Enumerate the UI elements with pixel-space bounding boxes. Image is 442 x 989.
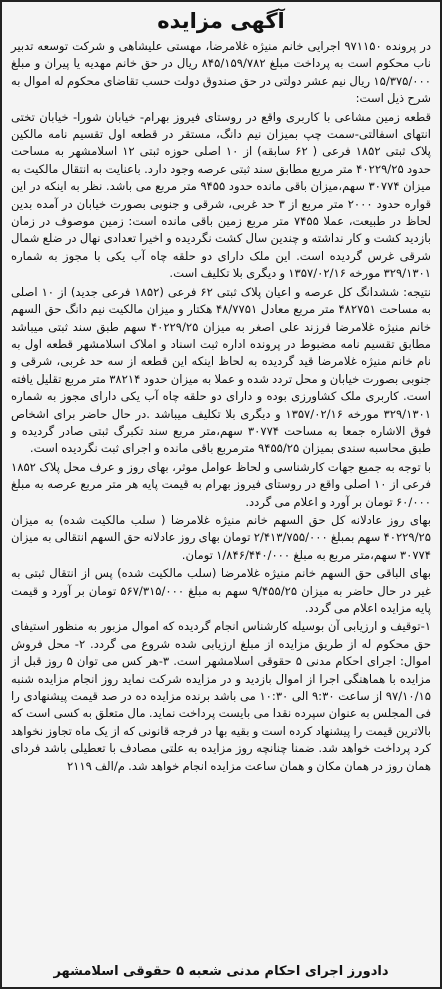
notice-paragraph-result: نتیجه: ششدانگ کل عرصه و اعیان پلاک ثبتی ۶۲ فرعی (۱۸۵۲ فرعی جدید) از ۱۰ اصلی به مساحت ۴۸۲۷۵۱ متر مربع معادل ۴۸/۷۷۵۱ هکتار و میزان مالکیت نیم دانگ حق السهم خانم منیژه غلامرضا فرزند علی اصغر به میزان ۴۰۲۲۹/۲۵ سهم طبق سند ثبتی میباشد مطابق تقسیم نامه مضبوط در پرونده اداره ثبت اسناد و املاک اسلامشهر قطعه اول به نام خانم منیژه غلامرضا قید گردیده به لحاظ اینکه این قطعه از سه حد غربی، شرقی و جنوبی بصورت خیابان و محل تردد شده و عملا به میزان حدود ۳۸۲۱۴ متر مربع تقلیل یافته است. کاربری ملک کشاورزی بوده و دارای دو حلقه چاه آب یکی دارای مجوز به شماره ۳۲۹/۱۳۰۱ مورخه ۱۳۵۷/۰۲/۱۶ و دیگری بلا تکلیف میباشد .در حال حاضر برای اشخاص فوق الاشاره جمعا به مساحت ۳۰۷۷۴ سهم،متر مربع سند تکبرگ ثبتی صادر گردیده و طبق محاسبه سندی بمیزان ۹۴۵۵/۲۵ مترمربع باقی مانده و اجرای ثبت نگردیده است. bbox=[11, 284, 431, 456]
notice-paragraph-fair-price: بهای روز عادلانه کل حق السهم خانم منیژه غلامرضا ( سلب مالکیت شده) به میزان ۴۰۲۲۹/۲۵ سهم بمبلغ ۲/۴۱۳/۷۵۵/۰۰۰ تومان بهای روز عادلانه حق السهم انتقالی به میزان ۳۰۷۷۴ سهم،متر مربع به مبلغ ۱/۸۴۶/۴۴۰/۰۰۰ تومان. bbox=[11, 512, 431, 562]
notice-paragraph-remainder: بهای الباقی حق السهم خانم منیژه غلامرضا (سلب مالکیت شده) پس از انتقال ثبتی به غیر در حال حاضر به میزان ۹/۴۵۵/۲۵ سهم به مبلغ ۵۶۷/۳۱۵/۰۰۰ تومان بر آورد و قیمت پایه مزایده اعلام می گردد. bbox=[11, 566, 431, 615]
notice-title: آگهی مزایده bbox=[157, 9, 285, 33]
notice-paragraph-terms: ۱-توقیف و ارزیابی آن بوسیله کارشناس انجام گردیده که اموال مزبور به منظور استیفای حق محکوم له از طریق مزایده از مبلغ ارزیابی شده شروع می گردد. ۲- محل فروش اموال: اجرای احکام مدنی ۵ حقوقی اسلامشهر است. ۳-هر کس می توان ۵ روز قبل از مزایده با هماهنگی اجرا از اموال بازدید و در مزایده شرکت نماید روز انجام مزایده شنبه ۹۷/۱۰/۱۵ از ساعت ۹:۳۰ الی ۱۰:۳۰ می باشد برنده مزایده ده در صد قیمت پیشنهادی را فی المجلس به عنوان سپرده نقدا می بایست پرداخت نماید. مال متعلق به کسی است که بالاترین قیمت را پیشنهاد کرده است و بقیه بها در فرجه قانونی که از یک ماه تجاوز نخواهد کرد پرداخت خواهد شد. ضمنا چنانچه روز مزایده به علتی مصادف با تعطیلی باشد فردای همان روز در همان مکان و همان ساعت مزایده انجام خواهد شد. م/الف ۲۱۱۹ bbox=[11, 619, 431, 773]
notice-signature: دادورز اجرای احکام مدنی شعبه ۵ حقوقی اسلامشهر bbox=[53, 964, 389, 979]
notice-paragraph-valuation: با توجه به جمیع جهات کارشناسی و لحاظ عوامل موثر، بهای روز و عرف محل پلاک ۱۸۵۲ فرعی از ۱۰ اصلی واقع در روستای فیروز بهرام به قیمت پایه هر متر مربع عرصه به مبلغ ۶۰/۰۰۰ تومان بر آورد و اعلام می گردد. bbox=[11, 459, 431, 509]
notice-paragraph-intro: در پرونده ۹۷۱۱۵۰ اجرایی خانم منیژه غلامرضا، مهستی علیشاهی و شرکت توسعه تدبیر ناب محکوم است به پرداخت مبلغ ۸۴۵/۱۵۹/۷۸۲ ریال در حق خانم مهدیه یا پیران و مبلغ ۱۵/۳۷۵/۰۰۰ ریال نیم عشر دولتی در حق صندوق دولت حسب تقاضای محکوم له اموال به شرح ذیل است: bbox=[11, 39, 432, 106]
notice-paragraph-property: قطعه زمین مشاعی با کاربری واقع در روستای فیروز بهرام- خیابان شورا- خیابان تختی انتهای اسفالتی-سمت چپ بمیزان نیم دانگ، مستقر در قطعه اول تقسیم نامه مالکین پلاک ثبتی ۱۸۵۲ فرعی ( ۶۲ سابقه) از ۱۰ اصلی حوزه ثبتی ۱۲ اسلامشهر به مساحت حدود ۴۰۲۲۹/۲۵ متر مربع مطابق سند ثبتی عرصه وجود دارد. باعنایت به انتقال مالکیت به میزان ۳۰۷۷۴ سهم،میزان باقی مانده حدود ۹۴۵۵ متر مربع می باشد. نظر به اینکه در این قواره حدود ۲۰۰۰ متر مربع از ۳ حد غربی، شرقی و جنوبی بصورت خیابان در آمده بدین لحاظ در طبیعت، عملا ۷۴۵۵ متر مربع زمین باقی مانده است: زمین موصوف در زمان بازدید کشت و کار نداشته و چندین سال کشت نگردیده و اخیرا تعدادی نهال در ضلع شمال شرقی غرس گردیده است. این ملک دارای دو حلقه چاه آب یکی با مجوز به شماره ۳۲۹/۱۳۰۱ مورخه ۱۳۵۷/۰۲/۱۶ و دیگری بلا تکلیف است. bbox=[11, 109, 432, 281]
